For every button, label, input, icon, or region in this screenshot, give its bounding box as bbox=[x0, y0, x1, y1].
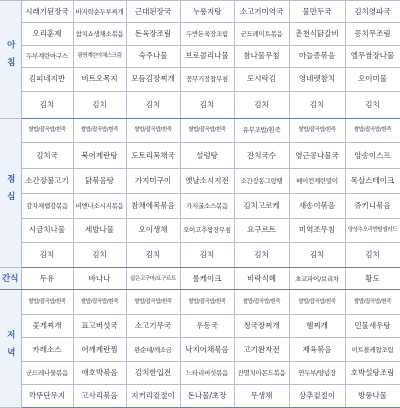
menu-cell: 카레소스 bbox=[21, 338, 73, 362]
menu-cell: 새송이볶음 bbox=[289, 193, 345, 218]
menu-cell: 참치쇼생채소볶음 bbox=[73, 23, 126, 45]
menu-cell: 오이고추쌈장무침 bbox=[180, 218, 234, 243]
menu-cell: 무생채 bbox=[234, 385, 289, 408]
menu-cell: 마늘종볶음 bbox=[289, 45, 345, 67]
menu-cell: 김치국 bbox=[21, 143, 73, 169]
menu-cell: 이트볼케찹조림 bbox=[345, 338, 400, 362]
meal-label bbox=[0, 118, 21, 267]
menu-cell: 미역조무침 bbox=[289, 218, 345, 243]
menu-cell: 양상추오리엔탈샐러드 bbox=[345, 218, 400, 243]
meal-label-text: 간식 bbox=[2, 273, 19, 284]
menu-cell: 김치 bbox=[73, 243, 126, 268]
menu-cell: 춘천식닭갈비 bbox=[289, 23, 345, 45]
menu-cell: 엘무쌈장나물 bbox=[345, 45, 400, 67]
menu-row bbox=[0, 385, 400, 408]
menu-row bbox=[0, 290, 400, 315]
menu-cell: 김치 bbox=[126, 91, 180, 118]
menu-cell: 고사리볶음 bbox=[73, 385, 126, 408]
menu-cell: 꽁무기장찹무침 bbox=[180, 68, 234, 92]
menu-cell: 두유 bbox=[21, 267, 73, 289]
menu-cell: 롤케이크 bbox=[180, 267, 234, 289]
menu-cell: 베이컨계란말이 bbox=[289, 169, 345, 194]
menu-cell: 광명계란야채스크림 bbox=[73, 45, 126, 67]
menu-cell: 영근콩나물국 bbox=[289, 143, 345, 169]
meal-label bbox=[0, 290, 21, 408]
menu-cell: 연두부/양념장 bbox=[289, 361, 345, 385]
menu-cell: 감자채햄감볶음 bbox=[21, 193, 73, 218]
menu-cell: 누룽지탕 bbox=[180, 1, 234, 23]
menu-cell: 쌀밥/잡곡밥/흰죽 bbox=[73, 118, 126, 143]
menu-cell: 설렁탕 bbox=[180, 143, 234, 169]
menu-cell: 오리훈제 bbox=[21, 23, 73, 45]
menu-cell: 군드레나물볶음 bbox=[21, 361, 73, 385]
menu-cell: 김치 bbox=[234, 91, 289, 118]
menu-cell: 김치 bbox=[345, 91, 400, 118]
menu-cell: 영네렛참치 bbox=[289, 68, 345, 92]
menu-cell: 비락식혜 bbox=[234, 267, 289, 289]
menu-cell: 깍뚜단무지 bbox=[21, 385, 73, 408]
menu-cell: 쌀밥/잡곡밥/흰죽 bbox=[180, 290, 234, 315]
menu-cell: 도토리묵채국 bbox=[126, 143, 180, 169]
menu-cell: 쌀밥/잡곡밥/흰죽 bbox=[126, 118, 180, 143]
menu-cell: 쌀밥/잡곡밥/흰죽 bbox=[21, 118, 73, 143]
menu-cell: 김치 bbox=[73, 91, 126, 118]
meal-label bbox=[0, 1, 21, 119]
menu-row bbox=[0, 243, 400, 268]
menu-cell: 느타리버섯볶음 bbox=[180, 361, 234, 385]
menu-cell: 방풍나물 bbox=[345, 385, 400, 408]
menu-cell: 시금치나물 bbox=[21, 218, 73, 243]
menu-cell: 김치고로케 bbox=[234, 193, 289, 218]
menu-cell: 소고기미역국 bbox=[234, 1, 289, 23]
menu-cell: 제육볶음 bbox=[289, 338, 345, 362]
menu-cell: 가지미구이 bbox=[126, 169, 180, 194]
menu-cell: 바나나 bbox=[73, 267, 126, 289]
menu-cell: 시래기된장국 bbox=[21, 1, 73, 23]
meal-label-text: 점심 bbox=[5, 173, 16, 209]
menu-row bbox=[0, 314, 400, 338]
menu-cell: 김치 bbox=[21, 243, 73, 268]
menu-cell: 두반돈육장조림 bbox=[180, 23, 234, 45]
menu-cell: 군드레미트볶음 bbox=[234, 23, 289, 45]
menu-cell: 꽃게찌개 bbox=[21, 314, 73, 338]
menu-cell: 삶은고구마/요구르트 bbox=[126, 267, 180, 289]
menu-cell: 닭볶음탕 bbox=[73, 169, 126, 194]
menu-cell: 비트오목지 bbox=[73, 68, 126, 92]
menu-cell: 도시락김 bbox=[234, 68, 289, 92]
menu-cell: 돈나물/초장 bbox=[180, 385, 234, 408]
menu-cell: 숙주나물 bbox=[126, 45, 180, 67]
menu-cell: 잔치국수 bbox=[234, 143, 289, 169]
menu-cell: 참나물무침 bbox=[234, 45, 289, 67]
menu-cell: 표고버섯국 bbox=[73, 314, 126, 338]
menu-row bbox=[0, 68, 400, 92]
menu-cell: 북어계란탕 bbox=[73, 143, 126, 169]
menu-cell: 참채에목볶음 bbox=[126, 193, 180, 218]
menu-row bbox=[0, 91, 400, 118]
menu-cell: 김치 bbox=[345, 243, 400, 268]
menu-cell: 어깨계란찜 bbox=[73, 338, 126, 362]
menu-cell: 쌀밥/잡곡밥/흰죽 bbox=[234, 290, 289, 315]
menu-cell: 청국장찌개 bbox=[234, 314, 289, 338]
menu-cell: 낙지어채볶음 bbox=[180, 338, 234, 362]
menu-cell: 초코파이/보리차 bbox=[289, 267, 345, 289]
menu-cell: 김치 bbox=[126, 243, 180, 268]
menu-cell: 돈육장조림 bbox=[126, 23, 180, 45]
menu-cell: 김치 bbox=[21, 91, 73, 118]
menu-cell: 물만두국 bbox=[289, 1, 345, 23]
menu-cell: 소간장불고기 bbox=[21, 169, 73, 194]
menu-cell: 요구르트 bbox=[234, 218, 289, 243]
menu-cell: 오이생채 bbox=[126, 218, 180, 243]
menu-cell: 김치 bbox=[180, 243, 234, 268]
menu-row bbox=[0, 143, 400, 169]
menu-row bbox=[0, 193, 400, 218]
menu-cell: 잔멸치아몬드볶음 bbox=[234, 361, 289, 385]
menu-cell: 근대된장국 bbox=[126, 1, 180, 23]
menu-cell: 쌀밥/잡곡밥/흰죽 bbox=[73, 290, 126, 315]
menu-cell: 애호박볶음 bbox=[73, 361, 126, 385]
menu-cell: 상추겉절이 bbox=[289, 385, 345, 408]
menu-row bbox=[0, 1, 400, 23]
menu-cell: 꽁치무조림 bbox=[345, 23, 400, 45]
menu-cell: 호박설탕조림 bbox=[345, 361, 400, 385]
menu-cell: 쌀밥/잡곡밥/흰죽 bbox=[126, 290, 180, 315]
menu-cell: 옛날소시지전 bbox=[180, 169, 234, 194]
menu-cell: 비엔나소시지볶음 bbox=[73, 193, 126, 218]
menu-cell: 모듬김장찌개 bbox=[126, 68, 180, 92]
menu-row bbox=[0, 23, 400, 45]
menu-cell: 소간장동그랑땡 bbox=[234, 169, 289, 194]
menu-row bbox=[0, 218, 400, 243]
menu-row bbox=[0, 118, 400, 143]
menu-cell: 쌀밥/잡곡밥/흰죽 bbox=[21, 290, 73, 315]
menu-cell: 완순대/깨소금 bbox=[126, 338, 180, 362]
menu-cell: 김치 bbox=[289, 91, 345, 118]
menu-cell: 김치영파국 bbox=[345, 1, 400, 23]
menu-row bbox=[0, 45, 400, 67]
menu-cell: 황도 bbox=[345, 267, 400, 289]
menu-cell: 쌀밥/잡곡밥/흰죽 bbox=[180, 118, 234, 143]
menu-cell: 소고기무국 bbox=[126, 314, 180, 338]
menu-cell: 김치 bbox=[180, 91, 234, 118]
menu-cell: 김치 bbox=[289, 243, 345, 268]
menu-cell: 앙송이스프 bbox=[345, 143, 400, 169]
menu-cell: 목살스테이크 bbox=[345, 169, 400, 194]
menu-cell: 고기완자전 bbox=[234, 338, 289, 362]
menu-cell: 김치 bbox=[234, 243, 289, 268]
menu-cell: 쌀밥/잡곡밥/흰죽 bbox=[345, 290, 400, 315]
menu-cell: 두부계란마구스 bbox=[21, 45, 73, 67]
meal-label bbox=[0, 267, 21, 289]
menu-row bbox=[0, 169, 400, 194]
menu-cell: 햄찌개 bbox=[289, 314, 345, 338]
menu-cell: 가지굴소스볶음 bbox=[180, 193, 234, 218]
menu-cell: 김피네지반 bbox=[21, 68, 73, 92]
menu-cell: 브로콜리나물 bbox=[180, 45, 234, 67]
meal-label-text: 아침 bbox=[5, 40, 16, 76]
menu-cell: 민물새우탕 bbox=[345, 314, 400, 338]
menu-row bbox=[0, 267, 400, 289]
menu-cell: 바지락순두부찌개 bbox=[73, 1, 126, 23]
menu-cell: 유무조밥/흰죽 bbox=[234, 118, 289, 143]
menu-cell: 세발나물 bbox=[73, 218, 126, 243]
menu-row bbox=[0, 361, 400, 385]
menu-cell: 오이미물 bbox=[345, 68, 400, 92]
menu-cell: 쥬키니볶음 bbox=[345, 193, 400, 218]
menu-cell: 쌀밥/잡곡밥/흰죽 bbox=[289, 118, 345, 143]
menu-cell: 지커리겉절이 bbox=[126, 385, 180, 408]
menu-cell: 김치한입전 bbox=[126, 361, 180, 385]
menu-cell: 쌀밥/잡곡밥/흰죽 bbox=[345, 118, 400, 143]
menu-cell: 우동국 bbox=[180, 314, 234, 338]
meal-label-text: 저녁 bbox=[5, 329, 16, 365]
menu-cell: 쌀밥/잡곡밥/흰죽 bbox=[289, 290, 345, 315]
menu-row bbox=[0, 338, 400, 362]
